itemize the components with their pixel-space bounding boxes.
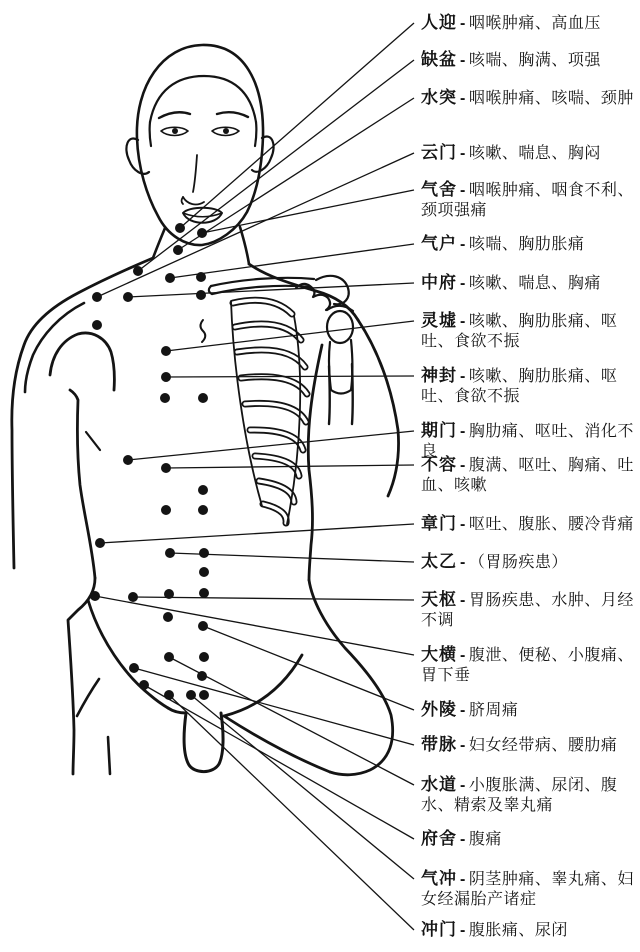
acupoint-indications: 咽喉肿痛、咽食不利、颈项强痛 [421,182,634,219]
acupoint-indications: 咽喉肿痛、咳喘、颈肿 [468,90,634,107]
label-separator: - [460,236,466,253]
acupoint-label [421,88,637,109]
label-separator: - [460,737,466,754]
label-separator: - [460,313,466,330]
acupoint-label [421,920,637,941]
label-separator: - [460,182,466,199]
acupoint-label [421,829,637,850]
acupoint-indications: 胸肋痛、呕吐、消化不良 [421,423,634,460]
acupoint-name: 外陵 [421,700,457,719]
acupoint-label [421,50,637,71]
acupoint-name: 带脉 [421,735,457,754]
acupoint-name: 府舍 [421,829,457,848]
label-separator: - [460,922,466,939]
acupoint-name: 气户 [421,234,457,253]
acupoint-name: 水道 [421,775,457,794]
acupoint-indications: （胃肠疾患） [468,554,568,571]
acupoint-indications: 妇女经带病、腰肋痛 [468,737,618,754]
acupoint-indications: 咽喉肿痛、高血压 [468,15,601,32]
label-separator: - [460,647,466,664]
acupoint-indications: 腹满、呕吐、胸痛、吐血、咳嗽 [421,457,634,494]
acupoint-label [421,234,637,255]
label-separator: - [460,516,466,533]
acupoint-indications: 腹泄、便秘、小腹痛、胃下垂 [421,647,634,684]
acupoint-label [421,775,637,815]
acupoint-name: 不容 [421,455,457,474]
acupoint-label [421,311,637,351]
acupoint-indications: 咳喘、胸肋胀痛 [468,236,585,253]
acupoint-name: 天枢 [421,590,457,609]
acupoint-name: 人迎 [421,13,457,32]
acupoint-label [421,180,637,220]
acupoint-name: 章门 [421,514,457,533]
label-separator: - [460,457,466,474]
acupoint-indications: 小腹胀满、尿闭、腹水、精索及睾丸痛 [421,777,618,814]
label-separator: - [460,90,466,107]
acupoint-name: 水突 [421,88,457,107]
acupoint-label [421,514,637,535]
acupoint-label [421,869,637,909]
label-separator: - [460,554,466,571]
acupoint-indications: 胃肠疾患、水肿、月经不调 [421,592,634,629]
label-separator: - [460,592,466,609]
acupoint-name: 冲门 [421,920,457,939]
acupoint-name: 气冲 [421,869,457,888]
label-separator: - [460,15,466,32]
acupoint-indications: 脐周痛 [468,702,519,719]
acupoint-indications: 咳喘、胸满、项强 [468,52,601,69]
label-separator: - [460,702,466,719]
acupoint-label [421,700,637,721]
acupoint-indications: 咳嗽、胸肋胀痛、呕吐、食欲不振 [421,368,618,405]
acupoint-indications: 咳嗽、喘息、胸痛 [468,275,601,292]
acupoint-label [421,590,637,630]
acupoint-indications: 咳嗽、胸肋胀痛、呕吐、食欲不振 [421,313,618,350]
acupoint-indications: 阴茎肿痛、睾丸痛、妇女经漏胎产诸症 [421,871,634,908]
acupoint-indications: 腹胀痛、尿闭 [468,922,568,939]
acupoint-name: 期门 [421,421,457,440]
acupoint-indications: 咳嗽、喘息、胸闷 [468,145,601,162]
acupoint-name: 大横 [421,645,457,664]
acupoint-name: 太乙 [421,552,457,571]
acupoint-name: 神封 [421,366,457,385]
acupoint-label [421,366,637,406]
acupoint-name: 云门 [421,143,457,162]
acupoint-name: 气舍 [421,180,457,199]
label-separator: - [460,871,466,888]
acupoint-indications: 呕吐、腹胀、腰冷背痛 [468,516,634,533]
label-separator: - [460,145,466,162]
acupoint-label [421,735,637,756]
label-separator: - [460,423,466,440]
acupoint-name: 缺盆 [421,50,457,69]
acupoint-indications: 腹痛 [468,831,502,848]
acupoint-label [421,143,637,164]
label-separator: - [460,52,466,69]
acupoint-label [421,552,637,573]
acupoint-label [421,455,637,495]
acupoint-name: 灵墟 [421,311,457,330]
acupoint-label [421,273,637,294]
label-separator: - [460,275,466,292]
label-separator: - [460,831,466,848]
acupoint-label [421,645,637,685]
label-separator: - [460,777,466,794]
label-separator: - [460,368,466,385]
acupoint-label [421,13,637,34]
acupoint-name: 中府 [421,273,457,292]
